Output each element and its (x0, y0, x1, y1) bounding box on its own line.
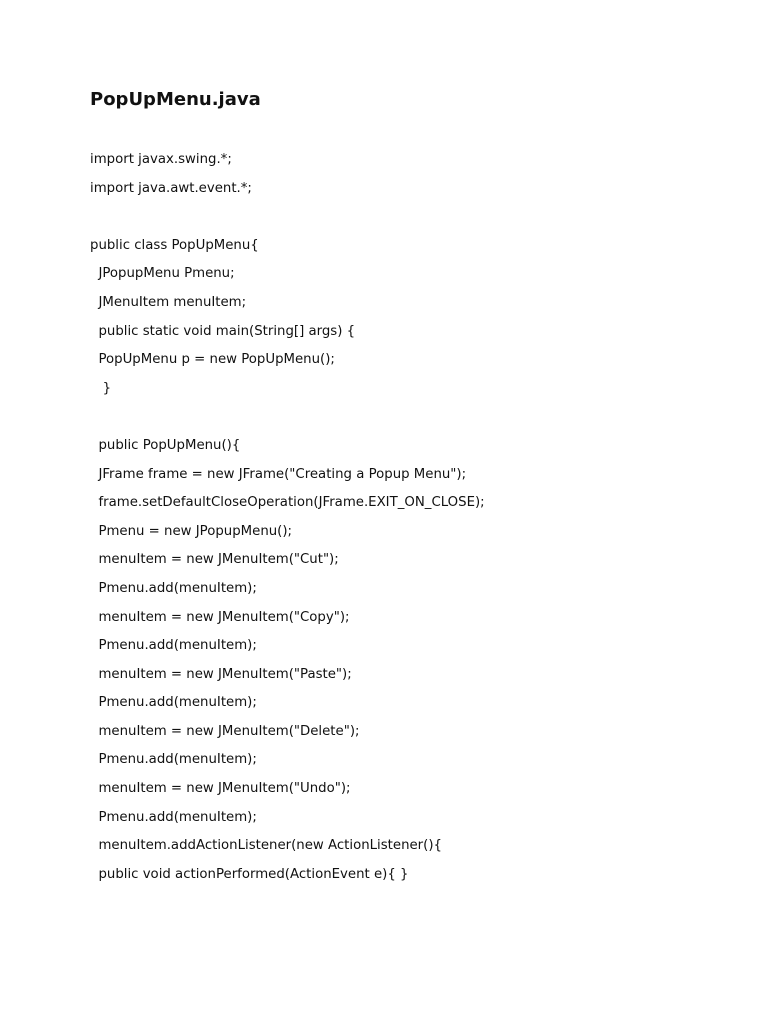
code-line: JMenuItem menuItem; (90, 294, 247, 310)
code-line: public static void main(String[] args) { (90, 323, 356, 339)
code-line: JFrame frame = new JFrame("Creating a Popup Menu"); (90, 466, 467, 482)
code-line: Pmenu = new JPopupMenu(); (90, 523, 293, 539)
code-line: JPopupMenu Pmenu; (90, 266, 235, 282)
code-line: public class PopUpMenu{ (90, 237, 259, 253)
code-line: Pmenu.add(menuItem); (90, 695, 257, 711)
code-block (90, 150, 730, 893)
code-line: Pmenu.add(menuItem); (90, 580, 257, 596)
code-line: Pmenu.add(menuItem); (90, 752, 257, 768)
document-title: PopUpMenu.java (90, 89, 261, 110)
code-line: Pmenu.add(menuItem); (90, 809, 257, 825)
code-line: menuItem.addActionListener(new ActionListener(){ (90, 838, 442, 854)
code-line: PopUpMenu p = new PopUpMenu(); (90, 352, 335, 368)
code-line: Pmenu.add(menuItem); (90, 638, 257, 654)
code-line: menuItem = new JMenuItem("Undo"); (90, 781, 351, 797)
code-line (90, 207, 730, 236)
code-line: } (90, 380, 112, 396)
code-line: menuItem = new JMenuItem("Copy"); (90, 609, 350, 625)
code-line: import javax.swing.*; (90, 152, 232, 167)
code-line: menuItem = new JMenuItem("Delete"); (90, 723, 360, 739)
code-line: frame.setDefaultCloseOperation(JFrame.EXIT_ON_CLOSE); (90, 495, 485, 511)
code-line: public void actionPerformed(ActionEvent e){ } (90, 866, 409, 882)
code-line: import java.awt.event.*; (90, 180, 252, 196)
code-line (90, 407, 730, 436)
code-line: menuItem = new JMenuItem("Paste"); (90, 666, 352, 682)
code-line: menuItem = new JMenuItem("Cut"); (90, 552, 339, 568)
code-line: public PopUpMenu(){ (90, 437, 241, 453)
